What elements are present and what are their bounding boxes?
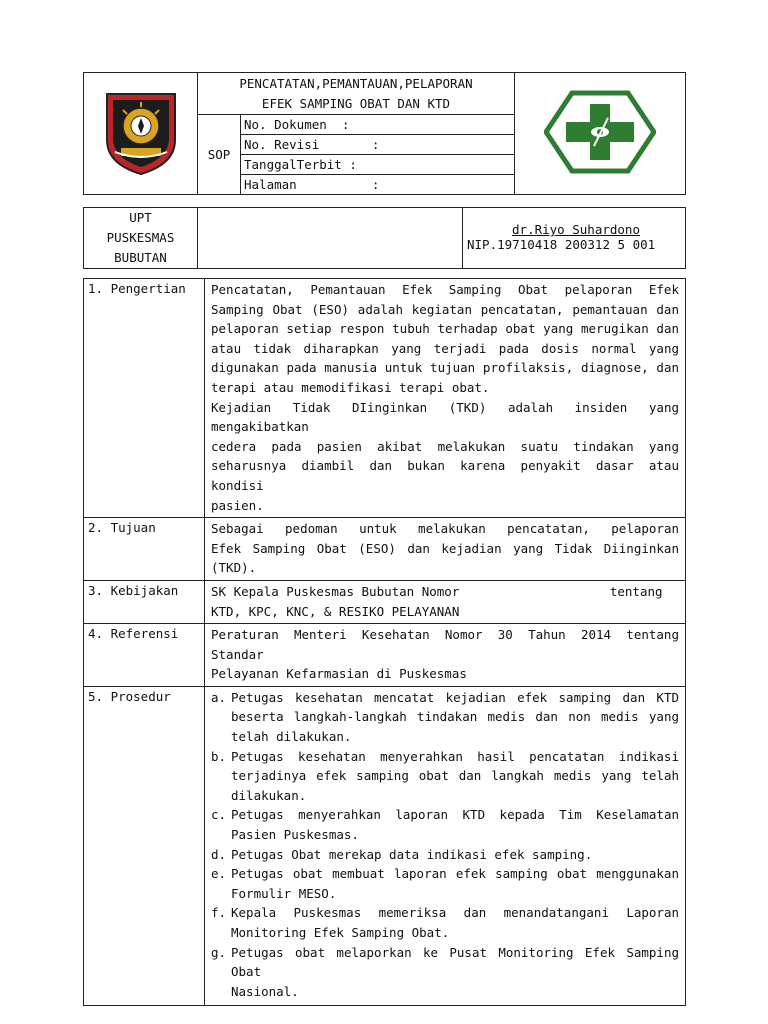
text-line: pasien.	[211, 497, 264, 513]
signature-block	[83, 207, 686, 269]
section-body	[205, 686, 686, 1006]
text-line: Formulir MESO.	[231, 885, 337, 901]
procedure-step	[211, 845, 679, 865]
procedure-step	[211, 747, 679, 806]
text-line: atau tidak diharapkan yang terjadi pada dosis normal yang	[211, 340, 679, 356]
step-marker: b.	[211, 748, 227, 764]
section-label: 4. Referensi	[84, 624, 205, 687]
text-line: Sebagai pedoman untuk melakukan pencatatan, pelaporan	[211, 521, 679, 537]
text-line: Monitoring Efek Samping Obat.	[231, 925, 450, 940]
section-referensi	[84, 624, 686, 687]
procedure-step	[211, 943, 679, 1002]
section-label: 5. Prosedur	[84, 686, 205, 1006]
text-line: digunakan pada manusia untuk tujuan profilaksis, diagnose, dan	[211, 360, 679, 376]
step-marker: a.	[211, 689, 227, 705]
text-line: dilakukan.	[231, 787, 307, 803]
text-line: beserta langkah-langkah tindakan medis dan non medis yang	[231, 709, 679, 725]
text-line: telah dilakukan.	[231, 729, 352, 745]
text-line: cedera pada pasien akibat melakukan suatu tindakan yang	[211, 438, 679, 454]
puskesmas-logo-icon	[544, 90, 656, 174]
section-label: 1. Pengertian	[84, 279, 205, 518]
left-logo-cell	[84, 73, 198, 195]
text-line: Peraturan Menteri Kesehatan Nomor 30 Tahun 2014 tentang Standar	[211, 627, 679, 662]
title-line-2: EFEK SAMPING OBAT DAN KTD	[261, 96, 451, 111]
text-line: (TKD).	[211, 560, 257, 576]
section-body	[205, 624, 686, 687]
signature-space	[198, 208, 463, 269]
text-line: Efek Samping Obat (ESO) dan kejadian yang Tidak Diinginkan	[211, 540, 679, 556]
procedure-step	[211, 688, 679, 747]
section-body	[205, 518, 686, 581]
field-no-revisi: No. Revisi :	[241, 135, 515, 155]
text-line: Petugas obat membuat laporan efek samping obat menggunakan	[231, 866, 679, 882]
field-halaman: Halaman :	[241, 175, 515, 195]
sop-content	[83, 278, 686, 1006]
text-line: seharusnya diambil dan bukan karena penyakit dasar atau kondisi	[211, 458, 679, 493]
text-line: pelaporan setiap respon tubuh terhadap obat yang merugikan dan	[211, 321, 679, 337]
text-line: Samping Obat (ESO) adalah kegiatan pencatatan, pemantauan dan	[211, 301, 679, 317]
step-marker: c.	[211, 807, 227, 823]
text-line: Pelayanan Kefarmasian di Puskesmas	[211, 666, 467, 682]
section-prosedur	[84, 686, 686, 1006]
section-kebijakan	[84, 580, 686, 623]
right-logo-cell	[515, 73, 686, 195]
text-line: Pencatatan, Pemantauan Efek Samping Obat pelaporan Efek	[211, 282, 679, 297]
section-body	[205, 279, 686, 518]
text-line: terjadinya efek samping obat dan langkah medis yang telah	[231, 768, 679, 784]
step-marker: e.	[211, 866, 227, 882]
procedure-step	[211, 805, 679, 844]
text-line: SK Kepala Puskesmas Bubutan Nomor tentang	[211, 583, 663, 599]
doctor-name: dr.Riyo Suhardono	[512, 222, 640, 237]
doctor-nip: NIP.19710418 200312 5 001	[467, 237, 656, 252]
section-pengertian	[84, 279, 686, 518]
section-body	[205, 580, 686, 623]
unit-name	[84, 208, 198, 269]
text-line: Petugas menyerahkan laporan KTD kepada Tim Keselamatan	[231, 807, 679, 823]
text-line: Nasional.	[231, 983, 299, 999]
step-marker: g.	[211, 944, 227, 960]
procedure-step	[211, 903, 679, 942]
text-line: Petugas kesehatan menyerahkan hasil pencatatan indikasi	[231, 748, 679, 764]
document-title	[198, 73, 515, 115]
regency-emblem-icon	[99, 88, 183, 176]
text-line: Petugas kesehatan mencatat kejadian efek samping dan KTD	[231, 689, 679, 705]
step-marker: f.	[211, 905, 227, 921]
text-line: KTD, KPC, KNC, & RESIKO PELAYANAN	[211, 603, 460, 619]
sop-label: SOP	[198, 115, 241, 195]
text-line: Kepala Puskesmas memeriksa dan menandatangani Laporan	[231, 905, 679, 921]
section-label: 2. Tujuan	[84, 518, 205, 581]
section-tujuan	[84, 518, 686, 581]
unit-line-3: BUBUTAN	[114, 250, 167, 265]
step-marker: d.	[211, 846, 227, 862]
text-line: Petugas Obat merekap data indikasi efek samping.	[231, 846, 593, 862]
procedure-list	[211, 688, 679, 1002]
section-label: 3. Kebijakan	[84, 580, 205, 623]
document-header	[83, 72, 686, 195]
text-line: Petugas obat melaporkan ke Pusat Monitoring Efek Samping Obat	[231, 944, 679, 980]
title-line-1: PENCATATAN,PEMANTAUAN,PELAPORAN	[239, 76, 473, 91]
signatory	[463, 208, 686, 269]
procedure-step	[211, 864, 679, 903]
unit-line-2: PUSKESMAS	[106, 230, 175, 245]
text-line: terapi atau memodifikasi terapi obat.	[211, 379, 490, 395]
field-tanggal-terbit: TanggalTerbit :	[241, 155, 515, 175]
text-line: Pasien Puskesmas.	[231, 827, 359, 843]
field-no-dokumen: No. Dokumen :	[241, 115, 515, 135]
unit-line-1: UPT	[129, 210, 152, 225]
text-line: Kejadian Tidak DIinginkan (TKD) adalah insiden yang mengakibatkan	[211, 399, 679, 435]
